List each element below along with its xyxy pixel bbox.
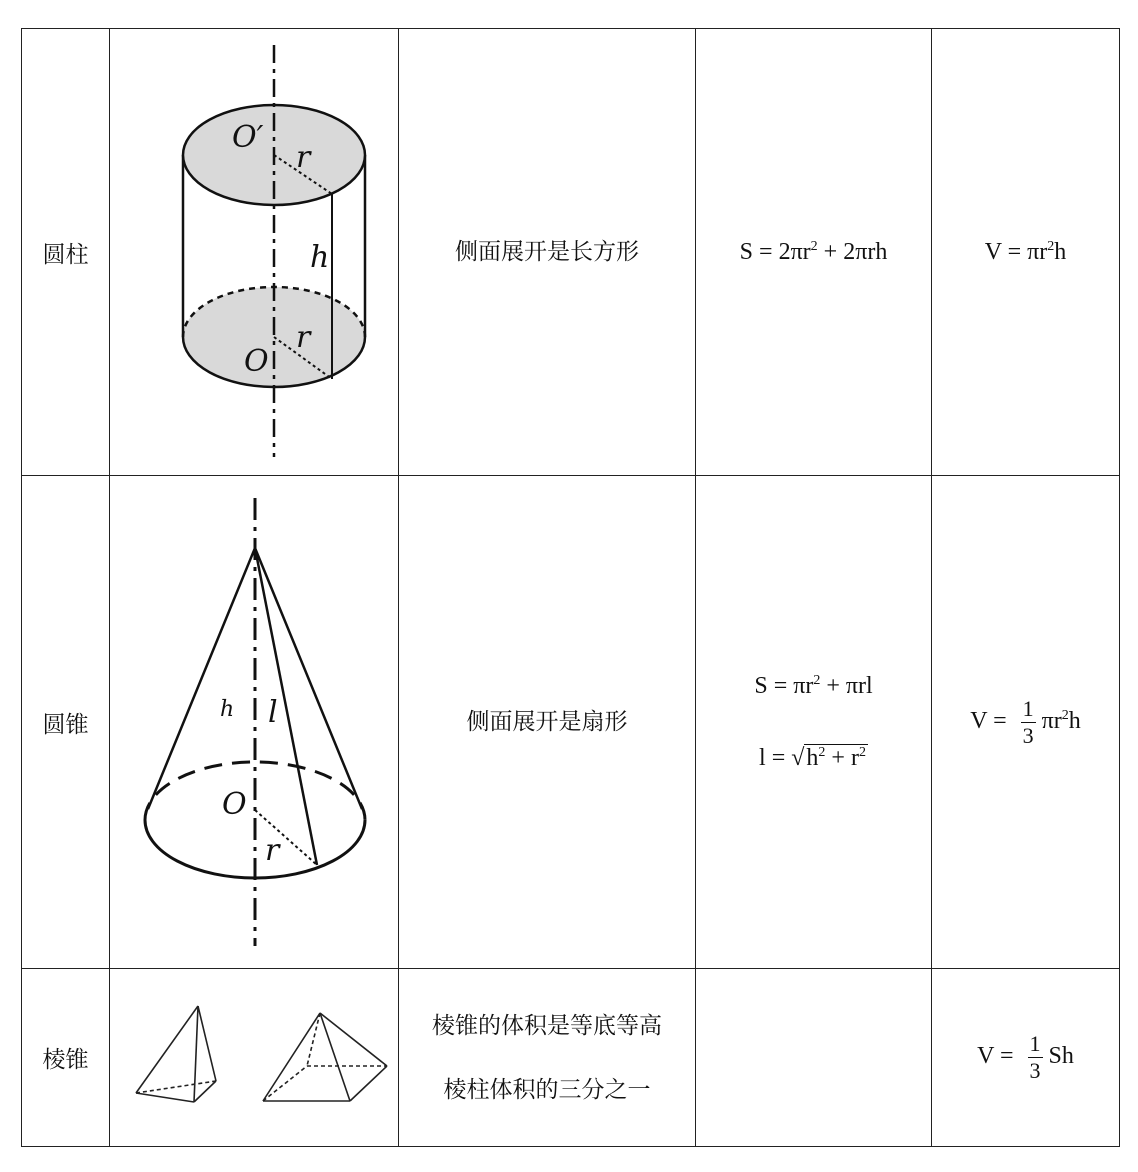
label-slant: l	[268, 695, 278, 730]
surface-area-formula	[696, 476, 932, 969]
label-top-center: O′	[232, 120, 264, 155]
description-cell	[399, 29, 696, 476]
description-line: 棱柱体积的三分之一	[443, 1076, 651, 1103]
cone-left-side	[148, 548, 255, 809]
table-row	[22, 29, 1120, 476]
solid-name: 圆锥	[22, 476, 110, 969]
label-center: O	[222, 787, 247, 822]
label-height: h	[220, 697, 235, 722]
fraction: $\frac{1}{3}$	[1022, 695, 1034, 748]
slant-height-line: $l = √h^2 + r^2$	[759, 744, 866, 771]
surface-area-formula	[696, 969, 932, 1147]
volume-formula: V = $\frac{1}{3}$ Sh	[932, 969, 1120, 1147]
table-row	[22, 969, 1120, 1147]
cylinder-figure	[110, 29, 398, 475]
label-radius: r	[265, 833, 280, 868]
volume-formula: V = $\frac{1}{3}$ $\pi r^2h$	[932, 476, 1120, 969]
cone-slant-line	[255, 548, 317, 865]
description-cell	[399, 969, 696, 1147]
label-bottom-center: O	[244, 344, 269, 379]
solid-formulas-table	[21, 28, 1120, 1147]
figure-cell	[110, 969, 399, 1147]
label-radius-top: r	[296, 140, 311, 175]
description-line: 侧面展开是扇形	[466, 709, 628, 735]
solid-name: 棱锥	[22, 969, 110, 1147]
sqrt-sign: √	[791, 744, 805, 771]
surface-area-line: $S = \pi r^2 + \pi rl$	[754, 672, 873, 699]
label-height: h	[310, 240, 330, 275]
description-cell	[399, 476, 696, 969]
cone-figure	[110, 476, 398, 968]
figure-cell	[110, 476, 399, 969]
figure-cell	[110, 29, 399, 476]
fraction: $\frac{1}{3}$	[1029, 1031, 1041, 1083]
triangular-pyramid	[136, 1006, 216, 1102]
solid-name: 圆柱	[22, 29, 110, 476]
square-pyramid	[263, 1013, 387, 1101]
volume-formula: $V = \pi r^2h$	[932, 29, 1120, 476]
table-row	[22, 476, 1120, 969]
cone-right-side	[255, 548, 362, 809]
sqrt-body: $h^2 + r^2$	[806, 744, 866, 771]
description-line: 棱锥的体积是等底等高	[432, 1012, 662, 1039]
label-radius-bottom: r	[296, 320, 311, 355]
description-line: 侧面展开是长方形	[455, 239, 639, 265]
surface-area-formula: $S = 2\pi r^2 + 2\pi rh$	[696, 29, 932, 476]
pyramid-figures	[110, 969, 398, 1146]
